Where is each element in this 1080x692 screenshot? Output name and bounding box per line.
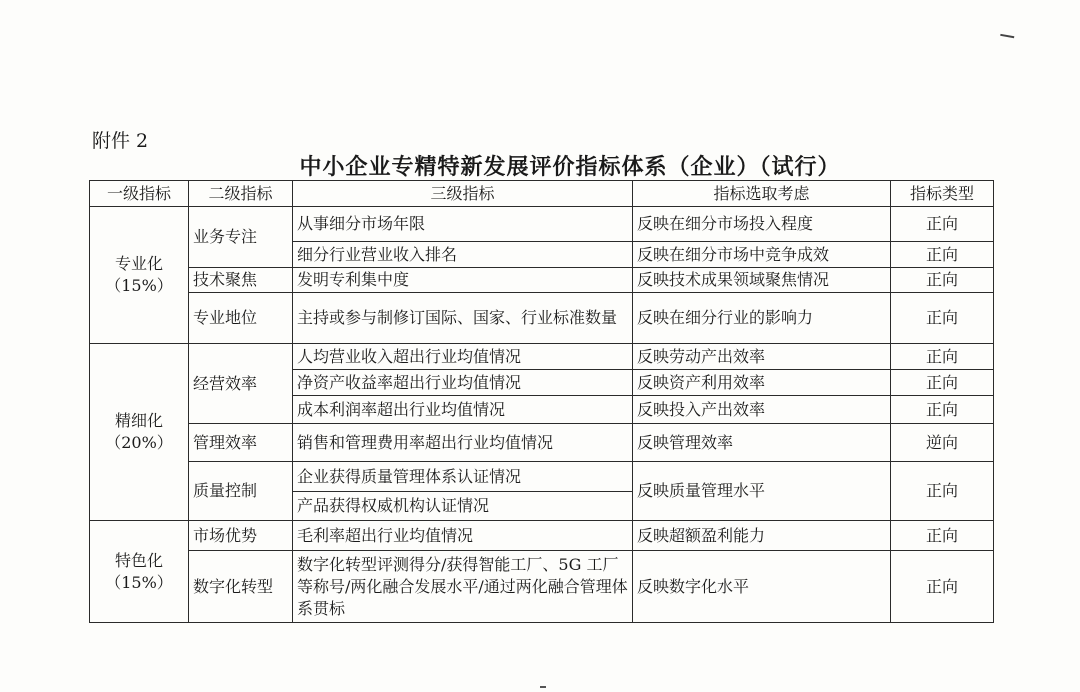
level1-cell: [90, 521, 189, 623]
reason-cell: 反映管理效率: [633, 424, 891, 462]
level3-cell: 产品获得权威机构认证情况: [293, 492, 633, 521]
reason-cell: 反映在细分市场中竞争成效: [633, 242, 891, 268]
level2-cell: 市场优势: [189, 521, 293, 551]
level2-cell: 质量控制: [189, 462, 293, 521]
level3-cell: 净资产收益率超出行业均值情况: [293, 370, 633, 396]
level3-cell: 人均营业收入超出行业均值情况: [293, 344, 633, 370]
table-row: [90, 207, 994, 242]
reason-cell: 反映投入产出效率: [633, 396, 891, 424]
header-type: 指标类型: [891, 181, 994, 207]
level3-cell: 销售和管理费用率超出行业均值情况: [293, 424, 633, 462]
reason-cell: 反映资产利用效率: [633, 370, 891, 396]
type-cell: 正向: [891, 521, 994, 551]
reason-cell: 反映劳动产出效率: [633, 344, 891, 370]
reason-cell: 反映在细分市场投入程度: [633, 207, 891, 242]
type-cell: 正向: [891, 462, 994, 521]
level3-cell: 毛利率超出行业均值情况: [293, 521, 633, 551]
level1-name: 专业化: [114, 254, 163, 273]
level2-cell: 管理效率: [189, 424, 293, 462]
scan-mark: [1000, 34, 1015, 41]
level2-cell: 经营效率: [189, 344, 293, 424]
header-reason: 指标选取考虑: [633, 181, 891, 207]
type-cell: 正向: [891, 396, 994, 424]
header-level3: 三级指标: [293, 181, 633, 207]
level2-cell: 技术聚焦: [189, 268, 293, 293]
level3-cell: 企业获得质量管理体系认证情况: [293, 462, 633, 492]
table-row: [90, 293, 994, 344]
type-cell: 正向: [891, 207, 994, 242]
level3-cell: 数字化转型评测得分/获得智能工厂、5G 工厂等称号/两化融合发展水平/通过两化融合管理体系贯标: [293, 551, 633, 623]
type-cell: 正向: [891, 268, 994, 293]
type-cell: 逆向: [891, 424, 994, 462]
indicator-table: [89, 180, 994, 623]
scan-speck: [540, 686, 546, 688]
table-row: [90, 344, 994, 370]
table-row: [90, 268, 994, 293]
table-row: [90, 462, 994, 492]
level3-cell: 细分行业营业收入排名: [293, 242, 633, 268]
type-cell: 正向: [891, 344, 994, 370]
table-row: [90, 424, 994, 462]
level1-cell: [90, 207, 189, 344]
level1-weight: （15%）: [105, 276, 173, 295]
level1-name: 精细化: [114, 411, 163, 430]
type-cell: 正向: [891, 551, 994, 623]
reason-cell: 反映技术成果领域聚焦情况: [633, 268, 891, 293]
level2-cell: 专业地位: [189, 293, 293, 344]
level2-cell: 业务专注: [189, 207, 293, 268]
level3-cell: 发明专利集中度: [293, 268, 633, 293]
table-header-row: [90, 181, 994, 207]
reason-cell: 反映数字化水平: [633, 551, 891, 623]
level3-cell: 主持或参与制修订国际、国家、行业标准数量: [293, 293, 633, 344]
attachment-label: 附件 2: [92, 130, 149, 152]
level3-cell: 成本利润率超出行业均值情况: [293, 396, 633, 424]
header-level1: 一级指标: [90, 181, 189, 207]
level1-name: 特色化: [114, 550, 163, 570]
type-cell: 正向: [891, 293, 994, 344]
document-title: 中小企业专精特新发展评价指标体系（企业）（试行）: [299, 155, 841, 180]
type-cell: 正向: [891, 242, 994, 268]
reason-cell: 反映在细分行业的影响力: [633, 293, 891, 344]
table-row: [90, 521, 994, 551]
header-level2: 二级指标: [189, 181, 293, 207]
table-row: [90, 551, 994, 623]
level2-cell: 数字化转型: [189, 551, 293, 623]
level1-weight: （15%）: [105, 572, 173, 592]
reason-cell: 反映超额盈利能力: [633, 521, 891, 551]
level1-weight: （20%）: [105, 433, 173, 452]
type-cell: 正向: [891, 370, 994, 396]
level1-cell: [90, 344, 189, 521]
reason-cell: 反映质量管理水平: [633, 462, 891, 521]
level3-cell: 从事细分市场年限: [293, 207, 633, 242]
